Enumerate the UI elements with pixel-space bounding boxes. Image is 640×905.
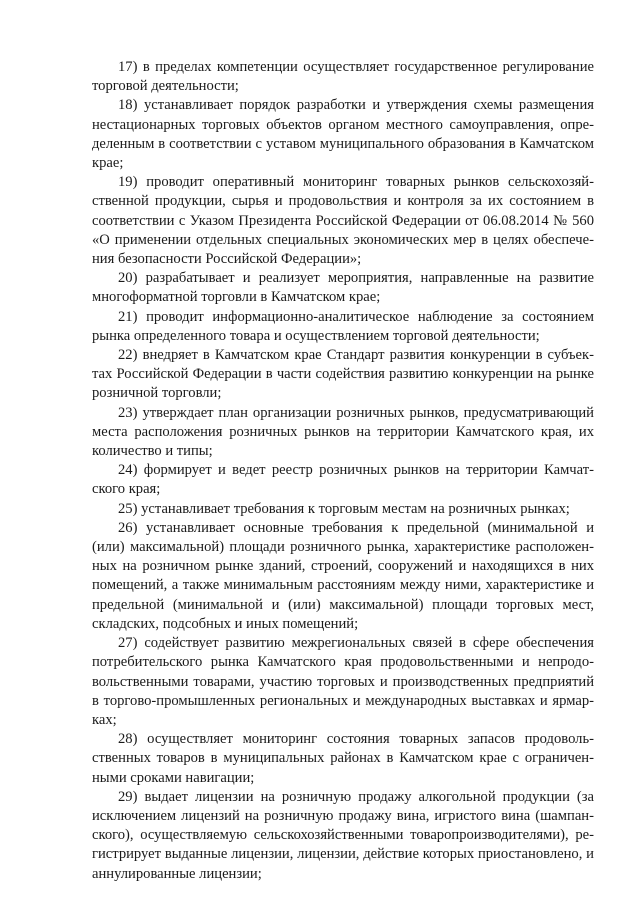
item-text: осуществляет мониторинг состояния товарных запасов продовольственных товаров в муниципальных районах в Камчатском крае с ограниченными сроками навигации;: [92, 731, 594, 786]
item-text: выдает лицензии на розничную продажу алкогольной продукции (за исключением лицензий на розничную продажу вина, игристого вина (шампанского), осуществляемую сельскохозяйственными товаропроизводителями), регистрирует выданные лицензии, лицензии, действие которых приостановлено, и аннулированные лицензии;: [92, 788, 595, 882]
list-item: [92, 461, 594, 499]
list-item: [92, 788, 594, 884]
item-text: в пределах компетенции осуществляет государственное регулирование торговой деятельности;: [92, 59, 594, 95]
item-number: 26): [118, 519, 138, 536]
list-item: [92, 269, 594, 307]
item-text: формирует и ведет реестр розничных рынков на территории Камчатского края;: [92, 462, 594, 498]
list-item: [92, 500, 594, 519]
list-item: [92, 404, 594, 462]
item-text: устанавливает порядок разработки и утверждения схемы размещения нестационарных торговых объектов органом местного самоуправления, определенным в соответствии с уставом муниципального образования в Камчатском крае;: [92, 97, 594, 172]
item-number: 24): [118, 462, 138, 479]
item-number: 25): [118, 500, 138, 517]
list-item: [92, 730, 594, 788]
item-number: 23): [118, 404, 138, 421]
item-text: устанавливает требования к торговым местам на розничных рынках;: [141, 500, 570, 517]
item-text: разрабатывает и реализует мероприятия, направленные на развитие многоформатной торговли в Камчатском крае;: [92, 270, 594, 306]
item-number: 29): [118, 788, 138, 805]
list-item: [92, 58, 594, 96]
list-item: [92, 173, 594, 269]
item-number: 20): [118, 270, 138, 287]
list-item: [92, 308, 594, 346]
item-number: 19): [118, 174, 138, 191]
list-item: [92, 346, 594, 404]
item-number: 27): [118, 635, 138, 652]
item-text: содействует развитию межрегиональных связей в сфере обеспечения потребительского рынка Камчатского края продовольственными и непродовольственными товарами, участию торговых и производственных предприятий в торгово-промышленных региональных и международных выставках и ярмарках;: [92, 635, 594, 728]
item-text: проводит информационно-аналитическое наблюдение за состоянием рынка определенного товара и осуществлением торговой деятельности;: [92, 308, 594, 344]
item-text: внедряет в Камчатском крае Стандарт развития конкуренции в субъектах Российской Федерации в части содействия развитию конкуренции на рынке розничной торговли;: [92, 347, 594, 402]
item-text: проводит оперативный мониторинг товарных рынков сельскохозяйственной продукции, сырья и продовольствия и контроля за их состоянием в соответствии с Указом Президента Российской Федерации от 06.08.2014 № 560 «О применении отдельных специальных экономических мер в целях обеспечения безопасности Российской Федерации»;: [92, 174, 594, 268]
item-number: 18): [118, 97, 138, 114]
item-number: 21): [118, 308, 138, 325]
document-body: [92, 58, 594, 884]
item-number: 22): [118, 347, 138, 364]
list-item: [92, 96, 594, 173]
item-text: устанавливает основные требования к предельной (минимальной и (или) максимальной) площади розничного рынка, характеристике расположенных на розничном рынке зданий, строений, сооружений и находящихся в них помещений, а также минимальным расстояниям между ними, характеристике и предельной (минимальной и (или) максимальной) площади торговых мест, складских, подсобных и иных помещений;: [92, 519, 595, 632]
item-number: 17): [118, 59, 138, 75]
list-item: [92, 519, 594, 634]
item-text: утверждает план организации розничных рынков, предусматривающий места расположения розничных рынков на территории Камчатского края, их количество и типы;: [92, 404, 594, 460]
item-number: 28): [118, 731, 138, 748]
list-item: [92, 634, 594, 730]
